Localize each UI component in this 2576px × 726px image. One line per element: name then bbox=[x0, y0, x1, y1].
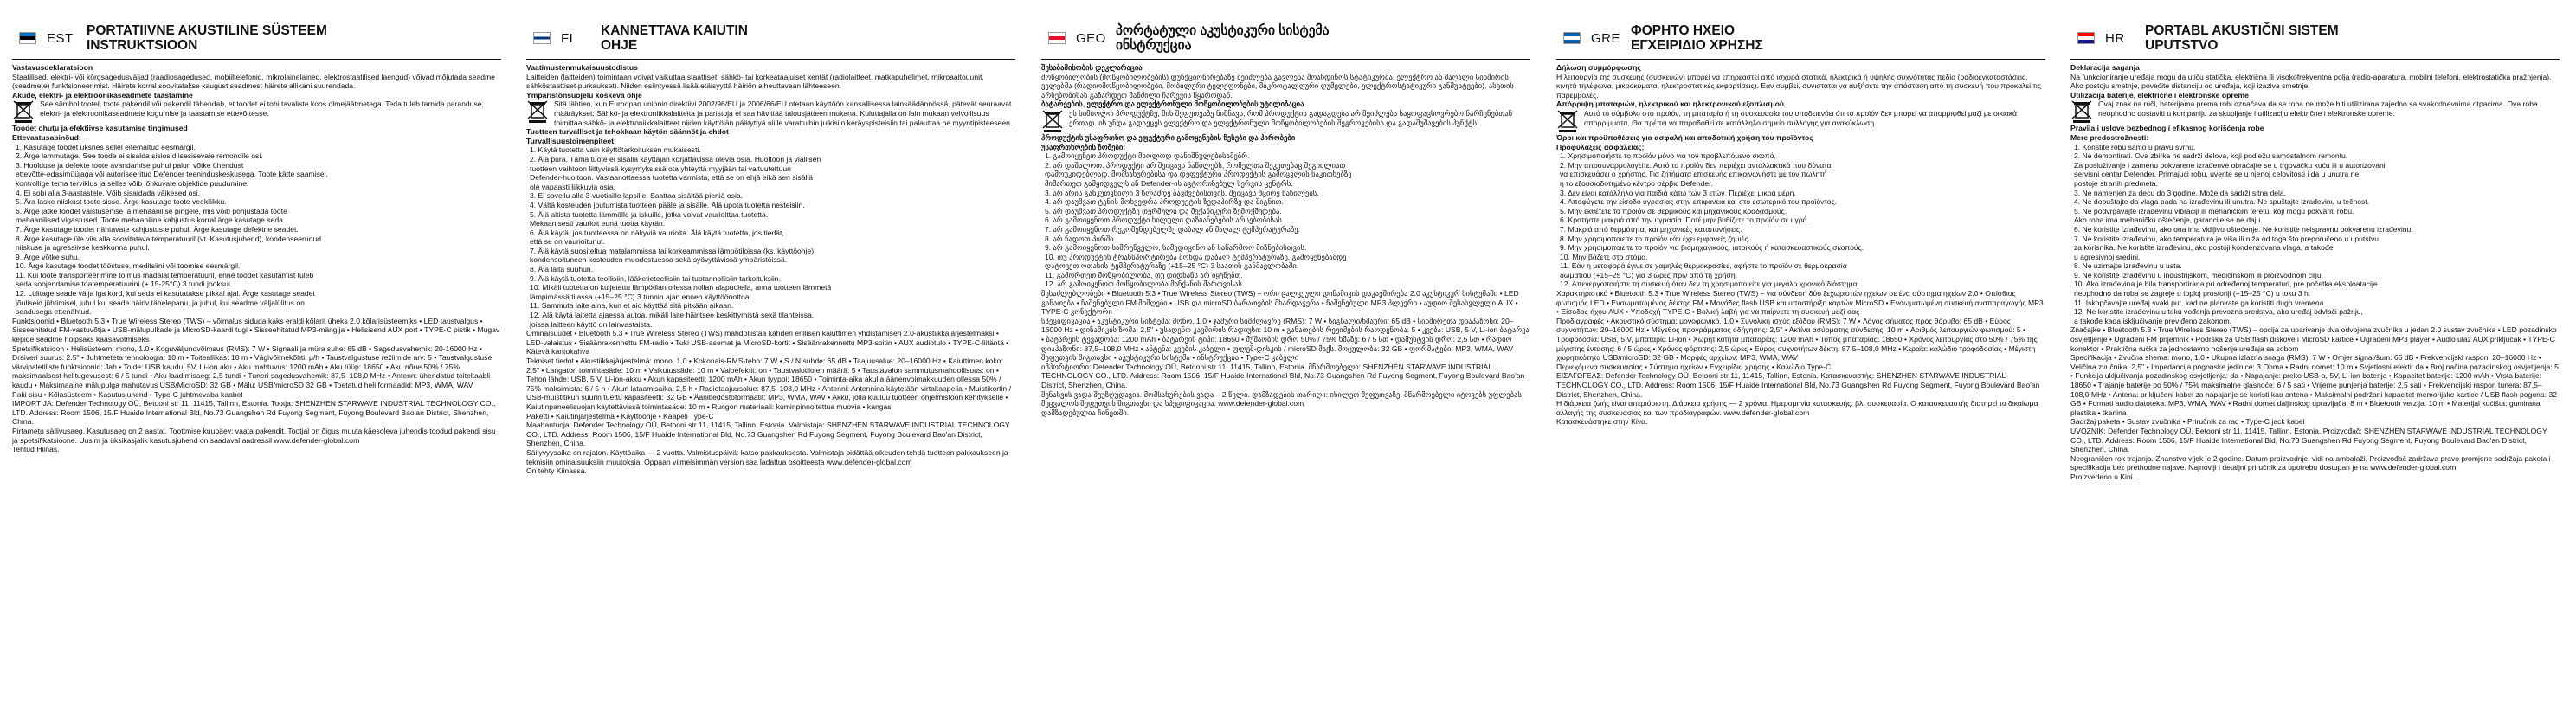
precaution-item: Mekaanisesti vaurioit eunä tuotta käyrän. bbox=[530, 219, 666, 228]
precautions-subheading: უსაფრთხოების ზომები: bbox=[1041, 142, 1126, 151]
features-text: Χαρακτηριστικά • Bluetooth 5.3 • True Wireless Stereo (TWS) – για σύνδεση δύο ξεχωριστών ηχείων σε ένα σύστημα ηχείων 2.0 • Οπίσθιος φωτισμός LED • Ενσωματωμένος δέκτης FM • Μονάδες flash USB και υποστήριξη καρτών MicroSD • Ενσωματωμένη συσκευή αναπαραγωγής MP3 • Είσοδος ήχου AUX • Υποδοχή TYPE-C • Βολική λαβή για να παίρνετε τη συσκευή μαζί σας bbox=[1556, 289, 2044, 317]
precaution-item: ettevõtte-edasimüüjaga või autoriseeritud Defender teeninduskeskusega. Toote kätte saamisel, bbox=[16, 170, 328, 179]
features-text: Značajke • Bluetooth 5.3 • True Wireless Stereo (TWS) – opcija za uparivanje dva odvojena zvučnika u jedan 2.0 sustav zvučnika • LED pozadinsko osvjetljenje • Ugrađeni FM prijemnik • Podrška za USB flash diskove i MicroSD kartice • Ugrađeni MP3 player • Audio ulaz AUX priključak • TYPE-C konektor • Praktična ručka za jednostavno nošenje uređaja sa sobom bbox=[2070, 325, 2557, 353]
precautions-subheading: Turvallisuustoimenpiteet: bbox=[526, 136, 616, 145]
disposal-heading: Akude, elektri- ja elektroonikaseadmete taastamine bbox=[12, 90, 193, 100]
features-text: Funktsioonid • Bluetooth 5.3 • True Wireless Stereo (TWS) – võimalus siduda kaks eraldi kõlarit üheks 2.0 kõlarisüsteemiks • LED taustvalgus • Sisseehitatud FM-vastuvõtja • USB-mälupulkade ja MicroSD-kaardi tugi • Sisseehitatud MP3-mängija • Helisisend AUX port • TYPE-C pistik • Mugav kepide seadme hõlpsaks kaasavõtmiseks bbox=[12, 316, 500, 344]
disposal-text: Sitä lähtien, kun Euroopan unionin direktiivi 2002/96/EU ja 2006/66/EU otetaan käyttöön kansallisessa lainsäädännössä, pätevät seuraavat määräykset: Sähkö- ja elektroniikkalaitteita ja paristoja ei saa hävittää talousjätteen mukana. Kuluttajalla on lain mukaan velvollisuus toimittaa sähkö- ja elektroniikkalaitteet niiden käyttöiän päätyttyä niille varattuihin julkisiin keräyspisteisiin tai palauttaa ne myyntipisteeseen. bbox=[554, 100, 1013, 127]
precaution-item: 3. Ei sovellu alle 3-vuotiaille lapsille. Saattaa sisältää pieniä osia. bbox=[530, 191, 744, 201]
precaution-item: tuotteen vaihtoon liittyvissä kysymyksissä ota yhteyttä myyjään tai valtuutettuun bbox=[530, 164, 791, 173]
specifications-text: Spetsifikatsioon • Helisüsteem: mono, 1.0 • Koguväljundvõimsus (RMS): 7 W • Signaali ja müra suhe: 65 dB • Sagedusvahemik: 20-16000 Hz • Draiveri suurus: 2.5" • Juhtmeteta tehnoloogia: 10 m • Toiteallikas: 10 m • Vägivõimekõhti: μ/h • Taustvalgustuse režiimide arv: 5 • Taustvalgustuse värvipaletiliste funktsioonid: Jah • Toide: USB kaudu, 5V, Li-ion aku • Aku mahtuvus: 1200 mAh • Aku tüüp: 18650 • Aku nõue 50% / 75% maksimaalsest helitugevusest: 6 / 5 tundi • Aku laadimisaeg: 2,5 tundi • Tuneri sagedusvahemik: 87,5–108,0 MHz • Antenn: ühendatud toitekaabli kaudu • Maksimaalne mälupulga mahutavus USB/MicroSD: 32 GB • Mälu: USB/microSD 32 GB • Toetatud heli formaadid: MP3, WMA, WAV bbox=[12, 344, 493, 389]
precaution-item: 4. Αποφύγετε την είσοδο υγρασίας στην επιφάνεια και στο εσωτερικό του προϊόντος. bbox=[1560, 197, 1837, 207]
declaration-heading: Deklaracija saganja bbox=[2070, 63, 2140, 72]
precaution-item: 2. Ärge lammutage. See toode ei sisalda sisiosid isesisevale remondile osi. bbox=[16, 151, 263, 161]
manual-subtitle: UPUTSTVO bbox=[2145, 38, 2219, 53]
precaution-item: 12. Ne koristite izrađevinu u toku vođenja prevozna sredstva, ako uređaj odvlači pažnju, bbox=[2074, 307, 2363, 317]
package-contents-text: Paki sisu • Kõlasüsteem • Kasutusjuhend • Type-C juhtmevaba kaabel bbox=[12, 389, 243, 399]
manufacturer-text: იმპორტიორი: Defender Technology OÜ, Betooni str 11, 11415, Tallinn, Estonia. მწარმოებელი: SHENZHEN STARWAVE INDUSTRIAL TECHNOLOGY CO., LTD. Address: Room 1506, 15/F Huaide International Bld, No.73 Guangshen Rd Fuyong Segment, Fuyong Boulevard Bao'an District, Shenzhen, China. bbox=[1041, 362, 1525, 389]
precaution-list bbox=[1041, 151, 1530, 289]
precaution-item: 6. Älä käytä, jos tuotteessa on näkyviä vaurioita. Älä käytä tuotetta, jos tiedät, bbox=[530, 228, 784, 237]
column-body bbox=[12, 60, 501, 454]
precaution-item: 5. Ne podvrgavajte izrađevinu vibraciji ili mehaničkim teretu, koji mogu pokvariti robu. bbox=[2074, 206, 2354, 215]
precaution-item: 12. Απενεργοποιήστε τη συσκευή όταν δεν τη χρησιμοποιείτε για μεγάλο χρονικό διάστημα. bbox=[1560, 279, 1859, 289]
precaution-list bbox=[12, 143, 501, 317]
precaution-item: 10. Ärge kasutage toodet tööstuse, meditsiini või toomise eesmärgil. bbox=[16, 261, 241, 271]
disposal-heading: Απόρριψη μπαταριών, ηλεκτρικού και ηλεκτρονικού εξοπλισμού bbox=[1556, 100, 1784, 109]
precaution-item: 8. Μην χρησιμοποιείτε το προϊόν εάν έχει εμφανείς ζημιές. bbox=[1560, 234, 1750, 243]
precaution-item: 12. Lülitage seade välja iga kord, kui seda ei kasutatakse pikkal ajal. Ärge kasutage seadet bbox=[16, 289, 315, 299]
precaution-item: kontrollige tema terviklus ja selles võib lõhkuvate objektide puudumine. bbox=[16, 178, 249, 188]
language-column bbox=[12, 17, 501, 720]
precaution-item: 7. Ne koristite izrađevinu, ako temperatura je viša ili niža od toga što preporučeno u uputstvu bbox=[2074, 234, 2380, 243]
precaution-item: 4. Vältä kosteuden joutumista tuotteen pääle ja sisälle. Älä upota tuotetta nesteisiin. bbox=[530, 200, 805, 209]
language-column bbox=[2070, 17, 2560, 720]
precaution-item: neophodno da roba se zagreje u toploj prostoriji (+15–25 °C) u toku 3 h. bbox=[2074, 289, 2311, 299]
precautions-subheading: Προφυλάξεις ασφαλείας: bbox=[1556, 142, 1645, 151]
made-in-text: დამზადებულია ჩინეთში. bbox=[1041, 408, 1130, 417]
precaution-item: 6. Κρατήστε μακριά από την υγρασία. Ποτέ μην βυθίζετε το προϊόν σε υγρά. bbox=[1560, 215, 1809, 225]
precaution-item: 7. Μακριά από θερμότητα, και μηχανικές καταπονήσεις. bbox=[1560, 224, 1742, 234]
safety-rules-heading: პროდუქტის უსაფრთხო და ეფექტური გამოყენების წესები და პირობები bbox=[1041, 132, 1296, 142]
precaution-item: postoje stranih predmeta. bbox=[2074, 178, 2158, 188]
package-contents-text: Sadržaj paketa • Sustav zvučnika • Priručnik za rad • Type-C jack kabel bbox=[2070, 417, 2305, 427]
crossed-bin-icon bbox=[1556, 109, 1579, 133]
title-block bbox=[601, 23, 748, 53]
precaution-item: 3. Δεν είναι κατάλληλο για παιδιά κάτω των 3 ετών. Περιέχει μικρά μέρη. bbox=[1560, 188, 1796, 197]
precaution-item: mehaanilised vigastused. Toote mehaaniline kahjustus korral ärge kasutage seda. bbox=[16, 215, 286, 225]
precaution-item: ή το εξουσιοδοτημένο κέντρο σέρβις Defender. bbox=[1560, 178, 1713, 188]
column-body bbox=[1041, 60, 1530, 417]
manual-subtitle: INSTRUKTSIOON bbox=[87, 38, 198, 53]
made-in-text: Κατασκευάστηκε στην Κίνα. bbox=[1556, 417, 1648, 427]
precaution-item: 2. Ne demontirati. Ova zbirka ne sadrži delova, koji podležu samostalnom remontu. bbox=[2074, 151, 2348, 161]
precaution-list bbox=[526, 145, 1015, 329]
manufacturer-text: ΕΙΣΑΓΩΓΕΑΣ: Defender Technology OÜ, Betooni str 11, 11415, Tallinn, Estonia. Κατασκευαστής: SHENZHEN STARWAVE INDUSTRIAL TECHNOLOGY CO., LTD. Address: Room 1506, 15/F Huaide International Bld, No.73 Guangshen Rd Fuyong Segment, Fuyong Boulevard Bao'an District, Shenzhen, China. bbox=[1556, 371, 2040, 399]
manual-subtitle: OHJE bbox=[601, 38, 638, 53]
flag-icon bbox=[533, 32, 551, 44]
precautions-subheading: Ettevaatusabinõud: bbox=[12, 132, 81, 142]
declaration-text: Laitteiden (laitteiden) toimintaan voivat vaikuttaa staattiset, sähkö- tai korkeataajuiset kentät (radiolaitteet, matkapuhelimet, mikroaaltouunit, sähköstaattiset purkaukset). Niiden esiintyessä lisää etäisyyttä häiriön aiheuttavaan lähteeseen. bbox=[526, 72, 984, 91]
disposal-row bbox=[1041, 109, 1530, 133]
precaution-item: 4. Ne dopuštajte da vlaga pada na izrađevinu ili unutra. Ne spuštajte izrađevinu u tečnost. bbox=[2074, 197, 2370, 207]
disposal-text: ეს სიმბოლო პროდუქტზე, მის შეფუთვაზე ნიშნავს, რომ პროდუქტის გადაგდება არ შეიძლება საყოფაცხოვრებო ნარჩენებთან ერთად. ის უნდა გადაეცეს ელექტრო და ელექტრონული მოწყობილობების შეგროვებისა და გადამუშავების პუნქტს. bbox=[1069, 108, 1513, 127]
crossed-bin-icon bbox=[526, 100, 549, 124]
safety-rules-heading: Toodet ohutu ja efektiivse kasutamise tingimused bbox=[12, 124, 188, 133]
precaution-item: 1. Koristite robu samo u pravu svrhu. bbox=[2074, 142, 2196, 151]
language-code: HR bbox=[2105, 30, 2125, 46]
shelf-life-text: Säilyvyysaika on rajaton. Käyttöaika — 2 vuotta. Valmistuspäivä: katso pakkauksesta. Valmistaja pidättää oikeuden tehdä tuotteen pakkaukseen ja teknisiin ominaisuuksiin muutoksia. Oppaan viimeisimmän version saa ladattua osoitteesta www.defender-global.com bbox=[526, 447, 1008, 466]
flag-stripe bbox=[1564, 40, 1580, 43]
precaution-item: 10. თუ პროდუქტის ტრანსპორტირება მოხდა დაბალ ტემპერატურაზე, გამოყენებამდე bbox=[1045, 252, 1347, 261]
language-column bbox=[1556, 17, 2045, 720]
title-block bbox=[2145, 23, 2339, 53]
flag-icon bbox=[1048, 32, 1066, 44]
precaution-item: 8. Älä laita suuhun. bbox=[530, 265, 594, 274]
precaution-item: 3. Hoolduse ja defekte toote avandamise puhul palun võtke ühendust bbox=[16, 160, 244, 170]
precautions-subheading: Mere predostrožnosti: bbox=[2070, 132, 2149, 142]
flag-icon bbox=[19, 32, 36, 44]
precaution-item: seadusega ettenähtud. bbox=[16, 307, 92, 317]
precaution-item: a takođe kada isključivanje previđeno zakonom. bbox=[2074, 316, 2232, 325]
precaution-item: 7. Älä käytä suositeltua matalammissa tai korkeammissa lämpötiloissa (ks. käyttöohje), bbox=[530, 246, 816, 255]
safety-rules-heading: Όροι και προϋποθέσεις για ασφαλή και αποδοτική χρήση του προϊόντος bbox=[1556, 132, 1813, 142]
declaration-heading: Vaatimustenmukaisuustodistus bbox=[526, 63, 638, 72]
precaution-item: 6. Ne koristite izrađevinu, ako ona ima vidljivo oštećenje. Ne koristite neispravnu pokvarenu izrađevinu. bbox=[2074, 224, 2413, 234]
specifications-text: Specifikacija • Zvučna shema: mono, 1.0 • Ukupna izlazna snaga (RMS): 7 W • Omjer signal/šum: 65 dB • Frekvencijski raspon: 20–16000 Hz • Veličina zvučnika: 2,5" • Impedancija pogonske jedinice: 3 Ohma • Radni domet: 10 m • Svjetlosni efekti: da • Broj načina pozadinskog osvjetljenja: 5 • Funkcija uključivanja pozadinskog osvjetljenja: da • Napajanje: preko USB-a, 5V, Li-ion baterija • Kapacitet baterije: 1200 mAh • Vrsta baterije: 18650 • Trajanje baterije po 50% / 75% maksimalne glasnoće: 6 / 5 sati • Vrijeme punjenja baterije: 2,5 sati • Frekvencijski raspon tunera: 87,5–108,0 MHz • Antena: priključeni kabel za napajanje se koristi kao antena • Maksimalni podržani kapacitet memorijske kartice / USB flash pogona: 32 GB • Formati audio datoteka: MP3, WMA, WAV • Radni domet daljinskog upravljača: 8 m • Bluetooth verzija: 10 m • Materijal kućišta: gumirana plastika • tkanina bbox=[2070, 353, 2559, 417]
precaution-item: 4. Ei sobi alla 3-aastastele. Võib sisaldada väikesed osi. bbox=[16, 188, 201, 197]
crossed-bin-icon bbox=[1041, 109, 1064, 133]
precaution-item: 11. Iskopčavajte uređaj svaki put, kad ne planirate ga koristiti dugo vremena. bbox=[2074, 298, 2326, 307]
precaution-item: 12. არ გამოიყენოთ მოწყობილობა მანქანის მართვისას. bbox=[1045, 279, 1245, 289]
precaution-item: 2. Älä pura. Tämä tuote ei sisällä käyttäjän korjattavissa olevia osia. Huoltoon ja viallisen bbox=[530, 154, 821, 164]
precaution-item: 1. Käytä tuotetta vain käyttötarkoituksen mukaisesti. bbox=[530, 145, 701, 155]
precaution-item: joissa laitteen käyttö on lainvastaista. bbox=[530, 319, 653, 329]
precaution-list bbox=[2070, 143, 2560, 326]
product-title: PORTATIIVNE AKUSTILINE SÜSTEEM bbox=[87, 23, 327, 38]
specifications-text: სპეციფიკაცია • აკუსტიკური სისტემა: მონო, 1.0 • ჯამური სიმძლავრე (RMS): 7 W • სიგნალი/ხმაური: 65 dB • სიხშირეთა დიაპაზონი: 20–16000 Hz • დინამიკის ზომა: 2,5" • უსადენო კავშირის რადიუსი: 10 m • განათების რეჟიმების რაოდენობა: 5 • კვება: USB, 5 V, Li-ion ბატარეა • ბატარეის ტევადობა: 1200 mAh • ბატარეის ტიპი: 18650 • მუშაობის დრო 50% / 75% ხმაზე: 6 / 5 სთ • დამუხტვის დრო: 2,5 სთ • რადიო დიაპაზონი: 87,5–108,0 MHz • ანტენა: კვების კაბელი • ფლეშ-დისკის / microSD მაქს. მოცულობა: 32 GB • ფორმატები: MP3, WMA, WAV bbox=[1041, 316, 1530, 353]
precaution-item: jõuliseid jühtimisel, juhul kui seade häiriv tähelepanu, ja juhul, kui seadme väljalülitus on bbox=[16, 298, 305, 307]
column-body bbox=[2070, 60, 2560, 482]
flag-stripe bbox=[534, 40, 550, 43]
package-contents-text: Paketti • Kaiutinjärjestelmä • Käyttöohje • Kaapeli Type-C bbox=[526, 411, 714, 421]
declaration-text: Na funkcioniranje uređaja mogu da utiču statička, električna ili visokofrekventna polja (radio-aparatura, mobilni telefoni, elektrostatička pražnjenja). Ako postoju smetnje, povećite distanciju od uređaja, koji izaziva smetnje. bbox=[2070, 72, 2552, 91]
precaution-item: δωματίου (+15–25 °C) για 3 ώρες πριν από τη χρήση. bbox=[1560, 270, 1738, 279]
precaution-item: Defender-huoltoon. Vastaanottaessa tuotetta varmista, että se on ehjä eikä sen sisällä bbox=[530, 173, 814, 183]
manufacturer-text: IMPORTIJA: Defender Technology OÜ, Betooni str 11, 11415, Tallinn, Estonia. Tootja: SHENZHEN STARWAVE INDUSTRIAL TECHNOLOGY CO., LTD. Address: Room 1506, 15/F Huaide International Bld, No.73 Guangshen Rd Fuyong Segment, Fuyong Boulevard Bao'an District, Shenzhen, China. bbox=[12, 399, 496, 427]
column-header bbox=[526, 17, 1015, 60]
precaution-item: 1. გამოიყენეთ პროდუქტი მხოლოდ დანიშნულებისამებრ. bbox=[1045, 151, 1250, 161]
precaution-item: Za posluživanje i zamenu pokvarene izrađenve obraćajte se u trgovačku kuću ili u autorizovani bbox=[2074, 160, 2386, 170]
precaution-item: დატოვეთ ოთახის ტემპერატურაზე (+15–25 °C) 3 საათის განმავლობაში. bbox=[1045, 261, 1299, 271]
precaution-item: 9. არ გამოიყენოთ სამრეწველო, სამედიცინო ან საწარმოო მიზნებისთვის. bbox=[1045, 243, 1307, 253]
shelf-life-text: Η διάρκεια ζωής είναι απεριόριστη. Διάρκεια χρήσης — 2 χρόνια. Ημερομηνία κατασκευής: βλ. συσκευασία. Ο κατασκευαστής διατηρεί το δικαίωμα αλλαγής της συσκευασίας και των προδιαγραφών. www.defender-global.com bbox=[1556, 399, 2038, 417]
disposal-text: Αυτό το σύμβολο στο προϊόν, τη μπαταρία ή τη συσκευασία του υποδεικνύει ότι το προϊόν δεν μπορεί να απορριφθεί μαζί με οικιακά απορρίμματα. Θα πρέπει να παραδοθεί σε κατάλληλο σημείο συλλογής για ανακύκλωση. bbox=[1584, 108, 2018, 127]
manual-subtitle: ΕΓΧΕΙΡΙΔΙΟ ΧΡΗΣΗΣ bbox=[1631, 38, 1763, 53]
precaution-list bbox=[1556, 151, 2045, 289]
precaution-item: 6. არ გამოიყენოთ პროდუქტი ხილული დაზიანებების არსებობისას. bbox=[1045, 215, 1285, 225]
column-body bbox=[1556, 60, 2045, 427]
title-block bbox=[1116, 23, 1330, 53]
flag-stripe bbox=[1049, 40, 1065, 43]
features-text: შესაძლებლობები • Bluetooth 5.3 • True Wireless Stereo (TWS) – ორი ცალკეული დინამიკის დაკავშირება 2.0 აკუსტიკურ სისტემაში • LED განათება • ჩაშენებული FM მიმღები • USB და microSD ბარათების მხარდაჭერა • ჩაშენებული MP3 პლეერი • აუდიო შესასვლელი AUX • TYPE-C კონექტორი bbox=[1041, 289, 1519, 317]
precaution-item: 11. Kui toote transporteerimine toimus madalal temperatuuril, enne toodet kasutamist tuleb bbox=[16, 270, 314, 279]
declaration-heading: Vastavusdeklaratsioon bbox=[12, 63, 93, 72]
product-title: პორტატული აკუსტიკური სისტემა bbox=[1116, 23, 1330, 38]
specifications-text: Tekniset tiedot • Akustiikkajärjestelmä: mono, 1.0 • Kokonais-RMS-teho: 7 W • S / N suhde: 65 dB • Taajuusalue: 20–16000 Hz • Kaiuttimen koko: 2,5" • Langaton toimintasäde: 10 m • Vaikutussäde: 10 m • Valoefektit: on • Taustvalotilojen määrä: 5 • Taustavalon sammutusmahdollisuus: on • Tehon lähde: USB, 5 V, Li-ion-akku • Akun kapasiteetti: 1200 mAh • Akun tyyppi: 18650 • Toiminta-aika akulla äänenvoimakkuuden ollessa 50% / 75% maksimista: 6 / 5 h • Akun lataamisaika: 2,5 h • Radiotaajuusalue: 87,5–108,0 MHz • Antenni: Antennina käytetään virtakaapelia • Muistikortin / USB-muistitikun suurin tuettu kapasiteetti: 32 GB • Äänitiedostoformaatit: MP3, WMA, WAV • Akku, jolla kuuluu tuotteen ohjelmistoon kehitykselle • Kaiutinpaneelisuojan käytettävissä toimintasäde: 10 m • Rungon materiaali: kuminpinnoitettua muovia • kangas bbox=[526, 357, 1011, 411]
language-code: GRE bbox=[1591, 30, 1621, 46]
disposal-text: See sümbol tootel, toote pakendil või pakendil tähendab, et toodet ei tohi tavaliste koos olmejäätmetega. Teda tuleb tarnida paranduse, elektri- ja elektroonikaseadmete kogumise ja taastamise ettevõttesse. bbox=[40, 100, 484, 118]
precaution-item: kondensoituneen kosteuden muodostuessa sekä syövyttävissä ympäristöissä. bbox=[530, 255, 788, 265]
made-in-text: Tehtud Hiinas. bbox=[12, 445, 60, 454]
precaution-item: 11. Sammuta laite aina, kun et aio käyttää sitä pitkään aikaan. bbox=[530, 301, 734, 311]
precaution-item: მიმართეთ გამყიდველს ან Defender-ის ავტორიზებულ სერვის ცენტრს. bbox=[1045, 178, 1293, 188]
safety-rules-heading: Tuotteen turvalliset ja tehokkaan käytön säännöt ja ehdot bbox=[526, 127, 729, 137]
precaution-item: 1. Χρησιμοποιήστε το προϊόν μόνο για τον προβλεπόμενο σκοπό. bbox=[1560, 151, 1776, 161]
precaution-item: 5. Ära laske niiskust toote sisse. Ärge kasutage toote veekilikku. bbox=[16, 197, 227, 207]
declaration-text: მოწყობილობის (მოწყობილობების) ფუნქციონირებაზე შეიძლება გავლენა მოახდინოს სტატიკურმა, ელექტრო ან მაღალი სიხშირის ველებმა (რადიომოწყობილობები, მობილური ტელეფონები, მიკროტალღური ღუმელები, ელექტროსტატიკური განმუხტვები). ასეთის არსებობისას გაზარდეთ მანძილი ჩარევის წყაროდან. bbox=[1041, 72, 1514, 100]
flag-icon bbox=[1563, 32, 1581, 44]
precaution-item: 5. Älä altista tuotetta lämmölle ja iskuille, jotka voivat vaurioittaa tuotetta. bbox=[530, 209, 769, 219]
made-in-text: On tehty Kiinassa. bbox=[526, 466, 587, 476]
column-header bbox=[1041, 17, 1530, 60]
precaution-item: 10. Mikäli tuotetta on kuljetettu lämpötilan ollessa nollan alapuolella, anna tuotteen lämmetä bbox=[530, 283, 832, 292]
precaution-item: 12. Älä käytä laitetta ajaessa autoa, mikäli laite häiritsee keskittymistä sekä tilanteissa, bbox=[530, 311, 815, 320]
precaution-item: seda soojendamise toatemperatuurini (+ 15-25°C) 3 tundi jooksul. bbox=[16, 279, 233, 289]
precaution-item: niiskuse ja agressiivse keskkonna puhul. bbox=[16, 243, 150, 253]
declaration-text: Η λειτουργία της συσκευής (συσκευών) μπορεί να επηρεαστεί από ισχυρά στατικά, ηλεκτρικά ή υψηλής συχνότητας πεδία (ραδιοεγκαταστάσεις, κινητά τηλέφωνα, μικροκύματα, ηλεκτροστατικές εκφορτίσεις). Εάν συμβεί, συνιστάται να αυξήσετε την απόσταση από τη συσκευή που προκαλεί τις παρεμβολές. bbox=[1556, 72, 2041, 100]
disposal-row bbox=[526, 100, 1015, 127]
language-code: FI bbox=[561, 30, 574, 46]
precaution-item: 10. Μην βάζετε στο στόμα. bbox=[1560, 252, 1648, 261]
column-header bbox=[2070, 17, 2560, 60]
precaution-item: 1. Kasutage toodet üksnes sellel eitemaltud eesmärgil. bbox=[16, 142, 196, 151]
precaution-item: Ako roba ima mehaničku oštećenje, garancije se ne daju. bbox=[2074, 215, 2263, 225]
precaution-item: 8. Ärge kasutage üle viis alla soovitatava temperatuuril (vt. Kasutusjuhend), kondenseerunud bbox=[16, 234, 322, 243]
product-title: KANNETTAVA KAIUTIN bbox=[601, 23, 748, 38]
precaution-item: 11. გამორთეთ მოწყობილობა, თუ დიდხანს არ იყენებთ. bbox=[1045, 270, 1243, 279]
flag-stripe bbox=[20, 40, 35, 43]
shelf-life-text: შენახვის ვადა შეუზღუდავია. მომსახურების ვადა – 2 წელი. დამზადების თარიღი: იხილეთ შეფუთვაზე. მწარმოებელი იტოვებს უფლებას შეცვალოს შეფუთვის შიგთავსი და სპეციფიკაცია. www.defender-global.com bbox=[1041, 389, 1523, 408]
product-title: ΦΟΡΗΤΟ ΗΧΕΙΟ bbox=[1631, 23, 1736, 38]
column-header bbox=[12, 17, 501, 60]
manual-subtitle: ინსტრუქცია bbox=[1116, 38, 1192, 53]
precaution-item: 2. არ დაშალოთ. პროდუქტი არ შეიცავს ნაწილებს, რომელთა შეკეთებაც შეგიძლიათ bbox=[1045, 160, 1346, 170]
flag-stripe bbox=[2078, 40, 2094, 43]
precaution-item: 9. Ärge võtke suhu. bbox=[16, 252, 80, 261]
column-header bbox=[1556, 17, 2045, 60]
precaution-item: 2. Μην αποσυναρμολογείτε. Αυτό το προϊόν δεν περιέχει ανταλλακτικά που δύναται bbox=[1560, 160, 1833, 170]
precaution-item: 8. არ ჩადოთ პირში. bbox=[1045, 234, 1116, 243]
precaution-item: 8. Ne uzimajte izrađevinu u usta. bbox=[2074, 261, 2182, 271]
precaution-item: 5. არ დაუშვათ პროდუქტზე თერმული და მექანიკური ზემოქმედება. bbox=[1045, 206, 1282, 215]
disposal-row bbox=[1556, 109, 2045, 133]
precaution-item: za korisnika. Ne koristite izrađevinu, ako postoji kondenzovana vlaga, a takođe bbox=[2074, 243, 2334, 253]
language-code: GEO bbox=[1076, 30, 1106, 46]
precaution-item: 11. Εάν η μεταφορά έγινε σε χαμηλές θερμοκρασίες, αφήστε το προϊόν σε θερμοκρασία bbox=[1560, 261, 1847, 271]
made-in-text: Proizvedeno u Kini. bbox=[2070, 472, 2135, 481]
column-body bbox=[526, 60, 1015, 476]
shelf-life-text: Pirtametu säilivusaeg. Kasutusaeg on 2 aastat. Toottmise kuupäev: vaata pakendit. Tootjal on õigus muuta käesoleva juhendis toodud pakendi sisu ja spetsifikatsioone. Uusim ja üksikasjalik kasutusjuhend on saadaval aadressil www.defender-global.com bbox=[12, 426, 496, 445]
crossed-bin-icon bbox=[12, 100, 35, 124]
safety-rules-heading: Pravila i uslove bezbednog i efikasnog korišćenja robe bbox=[2070, 124, 2264, 133]
precaution-item: 7. არ გამოიყენოთ რეკომენდებულზე დაბალ ან მაღალ ტემპერატურაზე. bbox=[1045, 224, 1301, 234]
manufacturer-text: Maahantuoja: Defender Technology OÜ, Betooni str 11, 11415, Tallinn, Estonia. Valmistaja: SHENZHEN STARWAVE INDUSTRIAL TECHNOLOGY CO., LTD. Address: Room 1506, 15/F Huaide International Bld, No.73 Guangshen Rd Fuyong Segment, Fuyong Boulevard Bao'an District, Shenzhen, China. bbox=[526, 421, 1010, 448]
precaution-item: ole vapaasti liikkuvia osia. bbox=[530, 182, 615, 191]
precaution-item: να επισκευάσει ο χρήστης. Για ζητήματα επισκευής επικοινωνήστε με τον πωλητή bbox=[1560, 170, 1827, 179]
disposal-row bbox=[2070, 100, 2560, 124]
manufacturer-text: UVOZNIK: Defender Technology OÜ, Betooni str 11, 11415, Tallinn, Estonia. Proizvođač: SHENZHEN STARWAVE INDUSTRIAL TECHNOLOGY CO., LTD. Address: Room 1506, 15/F Huaide International Bld, No.73 Guangshen Rd Fuyong Segment, Fuyong Boulevard Bao'an District, Shenzhen, China. bbox=[2070, 426, 2547, 454]
precaution-item: 9. Μην χρησιμοποιείτε το προϊόν για βιομηχανικούς, ιατρικούς ή κατασκευαστικούς σκοπούς. bbox=[1560, 243, 1864, 253]
precaution-item: 3. Ne namenjen za decu do 3 godine. Može da sadrži sitna dela. bbox=[2074, 188, 2287, 197]
shelf-life-text: Neograničen rok trajanja. Znanstvo vijek je 2 godine. Datum proizvodnje: vidi na ambalaži. Proizvođač zadržava pravo promjene sadržaja paketa i specifikacija bez prethodne najave. Najnoviji i detaljni priručnik za upotrebu dostupan je na www.defender-global.com bbox=[2070, 453, 2551, 472]
precaution-item: 4. არ დაუშვათ ტენის მოხვედრა პროდუქტის ზედაპირზე და შიგნით. bbox=[1045, 197, 1284, 207]
disposal-row bbox=[12, 100, 501, 124]
precaution-item: lämpimässä tilassa (+15–25 °C) 3 tunnin ajan ennen käyttöönottoa. bbox=[530, 292, 751, 301]
precaution-item: servisni centar Defender. Primajući robu, uverite se u njenoj celovitosti i da u unutra ne bbox=[2074, 170, 2360, 179]
language-column bbox=[526, 17, 1015, 720]
disposal-heading: Ympäristönsuojelu koskeva ohje bbox=[526, 90, 642, 100]
language-code: EST bbox=[47, 30, 74, 46]
package-contents-text: Περιεχόμενα συσκευασίας • Σύστημα ηχείων • Εγχειρίδιο χρήσης • Καλώδιο Type-C bbox=[1556, 362, 1832, 371]
declaration-heading: შესაბამისობის დეკლარაცია bbox=[1041, 63, 1143, 72]
precaution-item: 10. Ako izrađevina je bila transportirana pri određenoj temperaturi, pre početka eksploatacije bbox=[2074, 279, 2378, 289]
precaution-item: 7. Ärge kasutage toodet nähtavate kahjustuste puhul. Ärge kasutage defektne seadet. bbox=[16, 224, 299, 234]
features-text: Ominaisuudet • Bluetooth 5.3 • True Wireless Stereo (TWS) mahdollistaa kahden erillisen kaiuttimen yhdistämisen 2.0-akustiikkajärjestelmäksi • LED-valaistus • Sisäänrakennettu FM-radio • Tuki USB-asemat ja MicroSD-kortit • Sisäänrakennettu MP3-soitin • AUX audiotulo • TYPE-C-liitäntä • Kätevä kantokahva bbox=[526, 329, 1009, 357]
specifications-text: Προδιαγραφές • Ακουστικό σύστημα: μονοφωνικό, 1.0 • Συνολική ισχύς εξόδου (RMS): 7 W • Λόγος σήματος προς θόρυβο: 65 dB • Εύρος συχνοτήτων: 20–16000 Hz • Μέγεθος προγράμματος οδήγησης: 2,5" • Ακτίνα ασύρματης σύνδεσης: 10 m • Αριθμός λειτουργιών φωτισμού: 5 • Τροφοδοσία: USB, 5 V, μπαταρία Li-ion • Χωρητικότητα μπαταρίας: 1200 mAh • Τύπος μπαταρίας: 18650 • Χρόνος λειτουργίας στο 50% / 75% της μέγιστης έντασης: 6 / 5 ώρες • Χρόνος φόρτισης: 2,5 ώρες • Εύρος συχνοτήτων δέκτη: 87,5–108,0 MHz • Κεραία: καλώδιο τροφοδοσίας • Μέγιστη χωρητικότητα USB/microSD: 32 GB • Μορφές αρχείων: MP3, WMA, WAV bbox=[1556, 316, 2038, 363]
precaution-item: 9. Ne koristite izrađevinu u industrijskom, medicinskom ili proizvodnom cilju. bbox=[2074, 270, 2323, 279]
declaration-heading: Δήλωση συμμόρφωσης bbox=[1556, 63, 1641, 72]
disposal-text: Ovaj znak na ruči, baterijama prema robi označava da se roba ne može biti utilizirana zajedno sa svakodnevnima otpacima. Ova roba neophodno dostaviti u kompaniju za skupljanje i utilizaciju električne i elektronske opreme. bbox=[2098, 100, 2538, 118]
precaution-item: u agresivnoj sredini. bbox=[2074, 252, 2141, 261]
precaution-item: დამოუკიდებლად. მომსახურებისა და დეფექტური პროდუქტის გამოცვლის საკითხებზე bbox=[1045, 170, 1352, 179]
precaution-item: 9. Älä käytä tuotetta teollisiin, lääketieteellisiin tai tuotannollisiin tarkoituksiin. bbox=[530, 273, 781, 283]
product-title: PORTABL AKUSTIČNI SISTEM bbox=[2145, 23, 2339, 38]
precaution-item: 6. Ärge jätke toodet väistusenise ja mehaanilise pingele, mis võib põhjustada toote bbox=[16, 206, 287, 215]
title-block bbox=[87, 23, 327, 53]
precaution-item: että se on vaurioitunut. bbox=[530, 237, 605, 247]
declaration-text: Staatilised, elektri- või kõrgsagedusväljad (raadiosagedused, mobiiltelefonid, mikrolainelained, elektrostaatilised laengud) võivad mõjutada seadme (seadmete) funktsioneerimist. Häirete korral soovitatakse kaugust seadmest häirete allikani suurendada. bbox=[12, 72, 495, 91]
crossed-bin-icon bbox=[2070, 100, 2093, 124]
precaution-item: 5. Μην εκθέτετε το προϊόν σε θερμικούς και μηχανικούς κραδασμούς. bbox=[1560, 206, 1787, 215]
title-block bbox=[1631, 23, 1763, 53]
disposal-heading: Utilizacija baterije, električne i elektronske opreme bbox=[2070, 90, 2249, 100]
package-contents-text: შეფუთვის შიგთავსი • აკუსტიკური სისტემა • ინსტრუქცია • Type-C კაბელი bbox=[1041, 353, 1299, 363]
disposal-heading: ბატარეების, ელექტრო და ელექტრონული მოწყობილობების უტილიზაცია bbox=[1041, 100, 1304, 109]
flag-icon bbox=[2077, 32, 2095, 44]
precaution-item: 3. არ არის განკუთვნილი 3 წლამდე ბავშვებისთვის. შეიცავს მცირე ნაწილებს. bbox=[1045, 188, 1319, 197]
language-column bbox=[1041, 17, 1530, 720]
